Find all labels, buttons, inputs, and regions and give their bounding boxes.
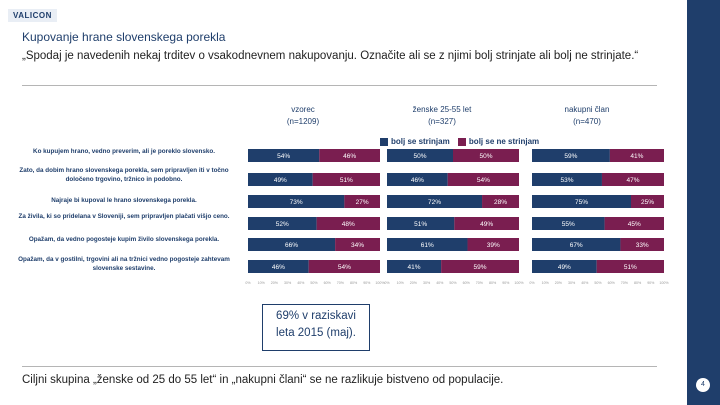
data-label-disagree: 28% [494,199,508,206]
x-tick-label: 0% [384,281,390,285]
x-tick-label: 50% [310,281,318,285]
row-label-0: Ko kupujem hrano, vedno preverim, ali je poreklo slovensko. [33,148,215,155]
x-tick-label: 30% [283,281,292,285]
data-label-agree: 59% [564,153,578,160]
data-label-disagree: 54% [476,177,490,184]
right-sidebar [687,0,720,405]
x-tick-label: 20% [270,281,279,285]
data-label-agree: 41% [407,264,421,271]
legend-label-disagree: bolj se ne strinjam [468,137,540,146]
row-label-3: Za živila, ki so pridelana v Sloveniji, sem pripravljen plačati višjo ceno. [18,213,230,220]
data-label-agree: 49% [557,264,571,271]
x-tick-label: 40% [581,281,589,285]
data-label-disagree: 33% [635,242,649,249]
data-label-disagree: 59% [473,264,487,271]
data-label-disagree: 50% [479,153,493,160]
data-label-agree: 49% [273,177,287,184]
x-tick-label: 0% [245,281,251,285]
data-label-disagree: 41% [630,153,644,160]
page-title: Kupovanje hrane slovenskega porekla [22,30,226,44]
x-tick-label: 30% [422,281,431,285]
data-label-disagree: 54% [337,264,351,271]
data-label-disagree: 46% [343,153,357,160]
valicon-logo: VALICON [8,9,57,22]
legend-label-agree: bolj se strinjam [391,137,450,146]
x-tick-label: 20% [554,281,563,285]
data-label-agree: 55% [561,221,575,228]
divider-bottom [22,366,657,367]
panel-header-line: nakupni član [564,105,610,114]
data-label-disagree: 49% [480,221,494,228]
data-label-agree: 67% [569,242,583,249]
row-label-5: Opažam, da v gostilni, trgovini ali na tržnici vedno pogosteje zahtevam slovenske sestavine. [18,256,230,272]
data-label-agree: 46% [410,177,424,184]
data-label-agree: 53% [560,177,574,184]
data-label-agree: 54% [277,153,291,160]
row-label-4: Opažam, da vedno pogosteje kupim živilo slovenskega porekla. [28,236,220,243]
x-tick-label: 80% [488,281,497,285]
data-label-disagree: 47% [626,177,640,184]
x-tick-label: 40% [297,281,305,285]
data-label-agree: 61% [420,242,434,249]
x-tick-label: 50% [594,281,602,285]
highlight-line-2: leta 2015 (maj). [276,327,356,339]
footer-note: Ciljni skupina „ženske od 25 do 55 let“ in „nakupni člani“ se ne razlikuje bistveno od populacije. [22,374,504,386]
x-tick-label: 60% [323,281,331,285]
data-label-disagree: 39% [486,242,500,249]
data-label-agree: 52% [275,221,289,228]
x-tick-label: 70% [620,281,629,285]
data-label-agree: 75% [574,199,589,206]
x-tick-label: 40% [436,281,444,285]
data-label-agree: 66% [285,242,299,249]
x-tick-label: 20% [409,281,418,285]
x-tick-label: 60% [462,281,470,285]
panel-header-line: (n=327) [428,117,456,126]
x-tick-label: 70% [475,281,484,285]
x-tick-label: 10% [396,281,404,285]
data-label-disagree: 25% [640,199,655,206]
x-tick-label: 0% [529,281,535,285]
row-label-1: Zato, da dobim hrano slovenskega porekla, sem pripravljen iti v točno določeno trgovino, tržnico in podobno. [19,167,229,183]
data-label-agree: 72% [428,199,442,206]
x-tick-label: 70% [336,281,345,285]
data-label-agree: 51% [414,221,428,228]
row-label-2: Najraje bi kupoval le hrano slovenskega porekla. [51,197,197,204]
data-label-disagree: 48% [341,221,355,228]
panel-header-line: (n=470) [573,117,601,126]
x-tick-label: 60% [607,281,615,285]
highlight-line-1: 69% v raziskavi [276,310,356,322]
x-tick-label: 50% [449,281,457,285]
page-number: 4 [696,378,710,392]
data-label-disagree: 51% [339,177,353,184]
x-tick-label: 90% [647,281,655,285]
x-tick-label: 80% [349,281,358,285]
data-label-agree: 46% [271,264,285,271]
x-tick-label: 80% [633,281,642,285]
x-tick-label: 100% [375,281,385,285]
data-label-agree: 50% [413,153,427,160]
x-tick-label: 10% [257,281,265,285]
data-label-disagree: 45% [627,221,641,228]
x-tick-label: 100% [514,281,524,285]
panel-header-line: vzorec [291,105,315,114]
panel-header-line: ženske 25-55 let [412,105,472,114]
data-label-disagree: 27% [355,199,369,206]
x-tick-label: 90% [363,281,371,285]
x-tick-label: 30% [567,281,576,285]
x-tick-label: 10% [541,281,549,285]
panel-header-line: (n=1209) [286,117,320,126]
data-label-disagree: 51% [623,264,637,271]
highlight-callout [262,304,370,351]
x-tick-label: 90% [502,281,510,285]
data-label-agree: 73% [289,199,303,206]
data-label-disagree: 34% [351,242,365,249]
page-subtitle: „Spodaj je navedenih nekaj trditev o vsakodnevnem nakupovanju. Označite ali se z njimi bolj strinjate ali bolj ne strinjate.“ [22,50,639,62]
x-tick-label: 100% [659,281,669,285]
